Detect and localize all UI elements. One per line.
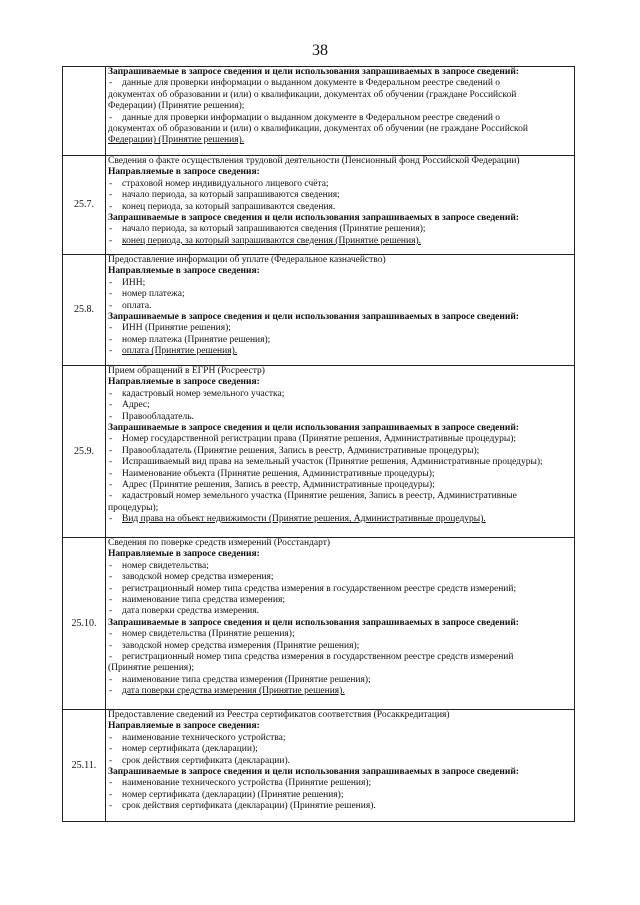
list-item: - регистрационный номер типа средства измерения в государственном реестре средств измерений	[108, 652, 572, 663]
service-title: Предоставление сведений из Реестра сертификатов соответствия (Росаккредитация)	[108, 710, 450, 720]
table-row	[63, 255, 575, 366]
row-content	[106, 710, 575, 822]
row-content	[106, 366, 575, 538]
list-item: - наименование типа средства измерения (Принятие решения);	[108, 675, 572, 686]
table-row	[63, 67, 575, 156]
section-heading: Запрашиваемые в запросе сведения и цели использования запрашиваемых в запросе сведений:	[108, 617, 519, 628]
list-item: документах об образовании и (или) о квалификации, документах об обучении (граждане Российской	[108, 89, 517, 100]
list-item: - дата поверки средства измерения.	[108, 606, 572, 617]
service-title: Сведения о факте осуществления трудовой деятельности (Пенсионный фонд Российской Федерации)	[108, 156, 520, 166]
item-list	[108, 224, 572, 247]
section-heading: Запрашиваемые в запросе сведения и цели использования запрашиваемых в запросе сведений:	[108, 67, 519, 77]
list-item: Федерации) (Принятие решения).	[108, 135, 245, 146]
list-item: - Вид права на объект недвижимости (Принятие решения, Административные процедуры).	[108, 514, 572, 525]
item-list	[108, 323, 572, 357]
section-heading: Направляемые в запросе сведения:	[108, 377, 260, 388]
list-item: - кадастровый номер земельного участка;	[108, 389, 572, 400]
row-content	[106, 255, 575, 366]
list-item: - данные для проверки информации о выданном документе в Федеральном реестре сведений о	[108, 113, 572, 124]
table-row	[63, 538, 575, 710]
row-number: 25.11.	[63, 710, 106, 822]
list-item: - начало периода, за который запрашиваются сведения;	[108, 190, 572, 201]
table-row	[63, 156, 575, 255]
list-item: - конец периода, за который запрашиваются сведения (Принятие решения).	[108, 236, 572, 247]
list-item: - заводской номер средства измерения (Принятие решения);	[108, 641, 572, 652]
item-list	[108, 179, 572, 213]
service-title: Прием обращений в ЕГРН (Росреестр)	[108, 366, 265, 376]
row-number: 25.7.	[63, 156, 106, 255]
row-number: 25.9.	[63, 366, 106, 538]
list-item: - ИНН (Принятие решения);	[108, 323, 572, 334]
list-item: - номер сертификата (декларации) (Принятие решения);	[108, 790, 572, 801]
section-heading: Направляемые в запросе сведения:	[108, 266, 260, 277]
item-list	[108, 78, 572, 146]
list-item: - ИНН;	[108, 278, 572, 289]
item-list	[108, 434, 572, 525]
section-heading: Запрашиваемые в запросе сведения и цели использования запрашиваемых в запросе сведений:	[108, 312, 519, 323]
item-list	[108, 733, 572, 767]
list-item: - срок действия сертификата (декларации).	[108, 756, 572, 767]
list-item: - Правообладатель.	[108, 412, 572, 423]
list-item: - регистрационный номер типа средства измерения в государственном реестре средств измерений;	[108, 584, 572, 595]
list-item: - кадастровый номер земельного участка (Принятие решения, Запись в реестр, Административные	[108, 491, 572, 502]
item-list	[108, 561, 572, 618]
list-item: - конец периода, за который запрашиваются сведения.	[108, 202, 572, 213]
item-list	[108, 389, 572, 423]
list-item: документах об образовании и (или) о квалификации, документах об обучении (не граждане Российской	[108, 124, 528, 135]
services-table	[62, 66, 575, 822]
section-heading: Запрашиваемые в запросе сведения и цели использования запрашиваемых в запросе сведений:	[108, 213, 519, 224]
item-list	[108, 278, 572, 312]
list-item: - Наименование объекта (Принятие решения, Административные процедуры);	[108, 469, 572, 480]
row-content	[106, 156, 575, 255]
table-row	[63, 710, 575, 822]
list-item: - номер свидетельства (Принятие решения);	[108, 629, 572, 640]
list-item: - начало периода, за который запрашиваются сведения (Принятие решения);	[108, 224, 572, 235]
section-heading: Запрашиваемые в запросе сведения и цели использования запрашиваемых в запросе сведений:	[108, 423, 519, 434]
list-item: - наименование технического устройства;	[108, 733, 572, 744]
list-item: - Адрес;	[108, 400, 572, 411]
row-number: 25.8.	[63, 255, 106, 366]
list-item: - Правообладатель (Принятие решения, Запись в реестр, Административные процедуры);	[108, 446, 572, 457]
page-number: 38	[312, 42, 328, 59]
table-row	[63, 366, 575, 538]
section-heading: Направляемые в запросе сведения:	[108, 721, 260, 732]
list-item: - дата поверки средства измерения (Принятие решения).	[108, 686, 572, 697]
service-title: Сведения по поверке средств измерений (Росстандарт)	[108, 538, 331, 548]
list-item: - Номер государственной регистрации права (Принятие решения, Административные процедуры);	[108, 434, 572, 445]
list-item: - страховой номер индивидуального лицевого счёта;	[108, 179, 572, 190]
list-item: - наименование типа средства измерения;	[108, 595, 572, 606]
row-number	[63, 67, 106, 156]
row-number: 25.10.	[63, 538, 106, 710]
list-item: - номер платежа (Принятие решения);	[108, 335, 572, 346]
list-item: - номер платежа;	[108, 289, 572, 300]
list-item: - оплата.	[108, 301, 572, 312]
list-item: - Адрес (Принятие решения, Запись в реестр, Административные процедуры);	[108, 480, 572, 491]
list-item: процедуры);	[108, 502, 159, 513]
service-title: Предоставление информации об уплате (Федеральное казначейство)	[108, 255, 386, 265]
list-item: (Принятие решения);	[108, 663, 194, 674]
section-heading: Направляемые в запросе сведения:	[108, 549, 260, 560]
row-content	[106, 538, 575, 710]
item-list	[108, 778, 572, 812]
section-heading: Запрашиваемые в запросе сведения и цели использования запрашиваемых в запросе сведений:	[108, 767, 519, 778]
item-list	[108, 629, 572, 697]
list-item: - срок действия сертификата (декларации) (Принятие решения).	[108, 801, 572, 812]
list-item: - наименование технического устройства (Принятие решения);	[108, 778, 572, 789]
list-item: Федерации) (Принятие решения);	[108, 101, 245, 112]
list-item: - данные для проверки информации о выданном документе в Федеральном реестре сведений о	[108, 78, 572, 89]
list-item: - заводской номер средства измерения;	[108, 572, 572, 583]
list-item: - номер сертификата (декларации);	[108, 744, 572, 755]
row-content	[106, 67, 575, 156]
list-item: - Испрашиваемый вид права на земельный участок (Принятие решения, Административные процедуры);	[108, 457, 572, 468]
list-item: - номер свидетельства;	[108, 561, 572, 572]
section-heading: Направляемые в запросе сведения:	[108, 167, 260, 178]
list-item: - оплата (Принятие решения).	[108, 346, 572, 357]
